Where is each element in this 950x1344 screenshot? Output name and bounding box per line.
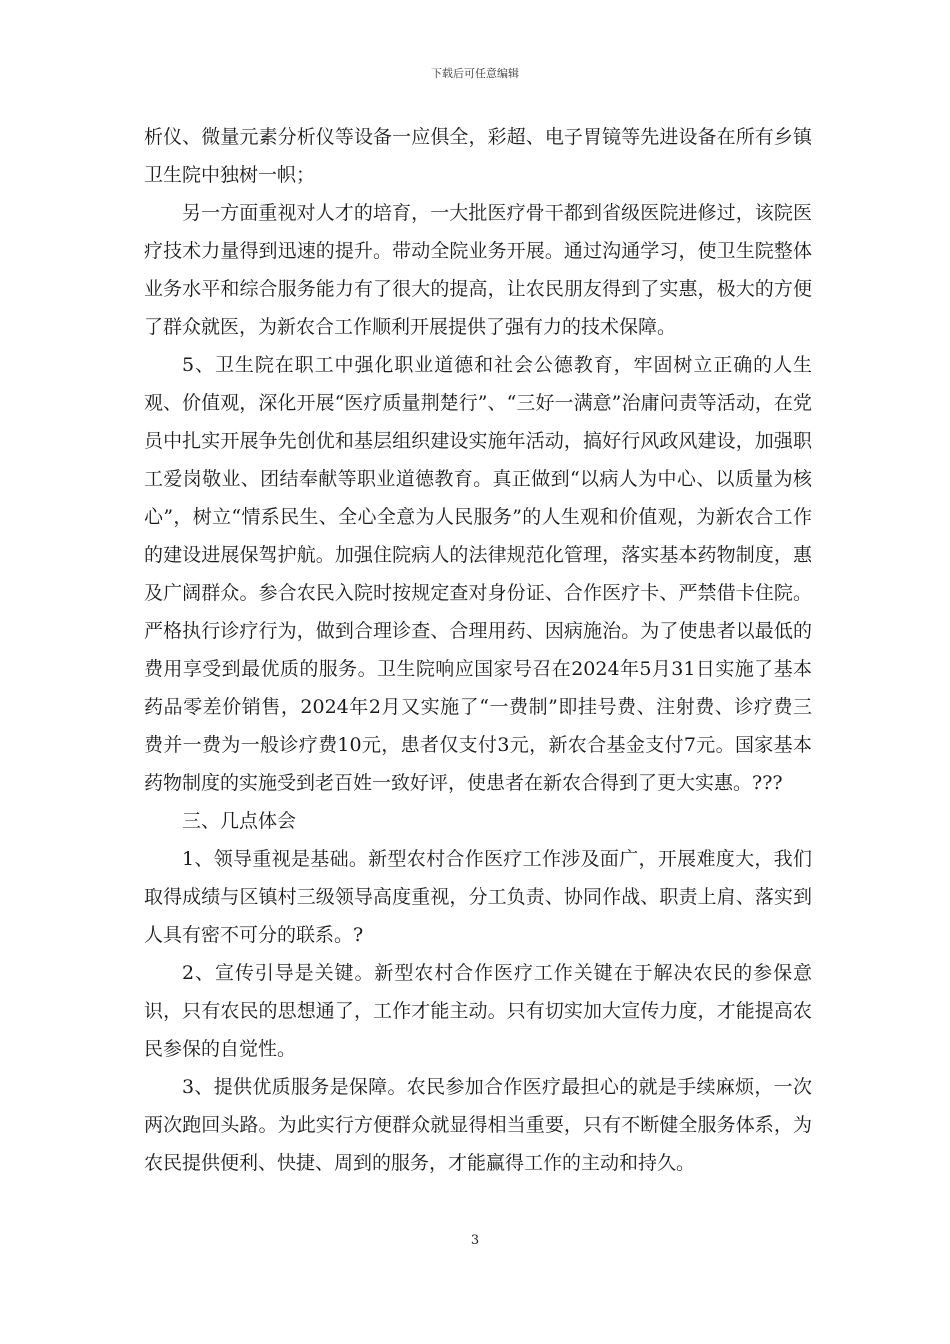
paragraph-ethics-education: 5、卫生院在职工中强化职业道德和社会公德教育，牢固树立正确的人生观、价值观，深化开展“医疗质量荆楚行”、“三好一满意”治庸问责等活动，在党员中扎实开展争先创优和基层组织建设实施年活动，搞好行风政风建设，加强职工爱岗敬业、团结奉献等职业道德教育。真正做到“以病人为中心、以质量为核心”，树立“情系民生、全心全意为人民服务”的人生观和价值观，为新农合工作的建设进展保驾护航。加强住院病人的法律规范化管理，落实基本药物制度，惠及广阔群众。参合农民入院时按规定查对身份证、合作医疗卡、严禁借卡住院。严格执行诊疗行为，做到合理诊查、合理用药、因病施治。为了使患者以最低的费用享受到最优质的服务。卫生院响应国家号召在2024年5月31日实施了基本药品零差价销售，2024年2月又实施了“一费制”即挂号费、注射费、诊疗费三费并一费为一般诊疗费10元，患者仅支付3元，新农合基金支付7元。国家基本药物制度的实施受到老百姓一致好评，使患者在新农合得到了更大实惠。??? [144,354,812,794]
page-number: 3 [470,1233,480,1248]
document-body [144,118,812,1182]
paragraph-service: 3、提供优质服务是保障。农民参加合作医疗最担心的就是手续麻烦，一次两次跑回头路。为此实行方便群众就显得相当重要，只有不断健全服务体系，为农民提供便利、快捷、周到的服务，才能赢得工作的主动和持久。 [144,1076,812,1174]
page-header-note: 下载后可任意编辑 [431,67,519,80]
paragraph-publicity: 2、宣传引导是关键。新型农村合作医疗工作关键在于解决农民的参保意识，只有农民的思想通了，工作才能主动。只有切实加大宣传力度，才能提高农民参保的自觉性。 [144,962,812,1060]
paragraph-leadership: 1、领导重视是基础。新型农村合作医疗工作涉及面广，开展难度大，我们取得成绩与区镇村三级领导高度重视，分工负责、协同作战、职责上肩、落实到人具有密不可分的联系。? [144,848,812,946]
section-heading-experience: 三、几点体会 [182,810,297,832]
paragraph-continuation: 析仪、微量元素分析仪等设备一应俱全，彩超、电子胃镜等先进设备在所有乡镇卫生院中独树一帜； [144,126,812,186]
paragraph-talent-training: 另一方面重视对人才的培育，一大批医疗骨干都到省级医院进修过，该院医疗技术力量得到迅速的提升。带动全院业务开展。通过沟通学习，使卫生院整体业务水平和综合服务能力有了很大的提高，让农民朋友得到了实惠，极大的方便了群众就医，为新农合工作顺利开展提供了强有力的技术保障。 [144,202,812,338]
